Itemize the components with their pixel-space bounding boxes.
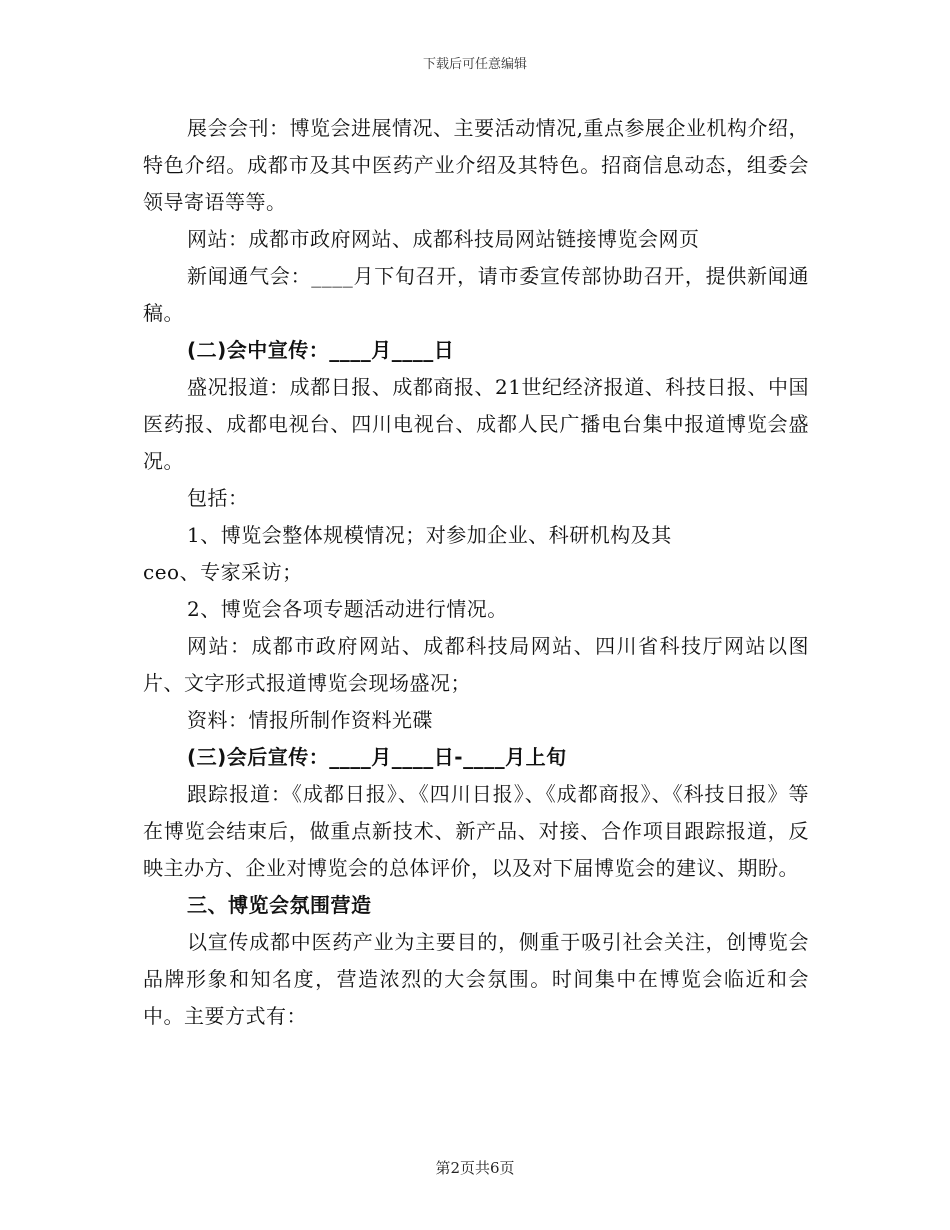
paragraph-p13: 三、博览会氛围营造 <box>187 893 372 917</box>
paragraph-p4: 盛况报道：成都日报、成都商报、21世纪经济报道、科技日报、中国医药报、成都电视台、四川电视台、成都人民广播电台集中报道博览会盛况。 <box>143 375 809 473</box>
page-header: 下载后可任意编辑 <box>422 57 527 72</box>
paragraph-p12: 跟踪报道：《成都日报》、《四川日报》、《成都商报》、《科技日报》等在博览会结束后，做重点新技术、新产品、对接、合作项目跟踪报道，反映主办方、企业对博览会的总体评价，以及对下届博览会的建议、期盼。 <box>143 782 809 880</box>
document-body <box>143 110 809 1035</box>
paragraph-p8: 2、博览会各项专题活动进行情况。 <box>187 597 508 621</box>
paragraph-p14: 以宣传成都中医药产业为主要目的，侧重于吸引社会关注，创博览会品牌形象和知名度，营造浓烈的大会氛围。时间集中在博览会临近和会中。主要方式有： <box>143 930 809 1028</box>
page-footer: 第2页共6页 <box>435 1159 515 1177</box>
paragraph-p10: 资料：情报所制作资料光碟 <box>187 708 433 732</box>
paragraph-p2: 新闻通气会：____月下旬召开，请市委宣传部协助召开，提供新闻通稿。 <box>143 264 809 325</box>
paragraph-p7: ceo、专家采访； <box>143 560 303 584</box>
paragraph-p9: 网站：成都市政府网站、成都科技局网站、四川省科技厅网站以图片、文字形式报道博览会现场盛况； <box>143 634 809 695</box>
paragraph-p1: 网站：成都市政府网站、成都科技局网站链接博览会网页 <box>187 227 700 251</box>
paragraph-p6: 1、博览会整体规模情况；对参加企业、科研机构及其 <box>187 523 672 547</box>
paragraph-p5: 包括： <box>187 486 249 510</box>
paragraph-p11: (三)会后宣传：____月____日-____月上旬 <box>187 745 567 769</box>
paragraph-p0: 展会会刊：博览会进展情况、主要活动情况,重点参展企业机构介绍，特色介绍。成都市及其中医药产业介绍及其特色。招商信息动态，组委会领导寄语等等。 <box>143 116 809 214</box>
paragraph-p3: (二)会中宣传：____月____日 <box>187 338 455 362</box>
